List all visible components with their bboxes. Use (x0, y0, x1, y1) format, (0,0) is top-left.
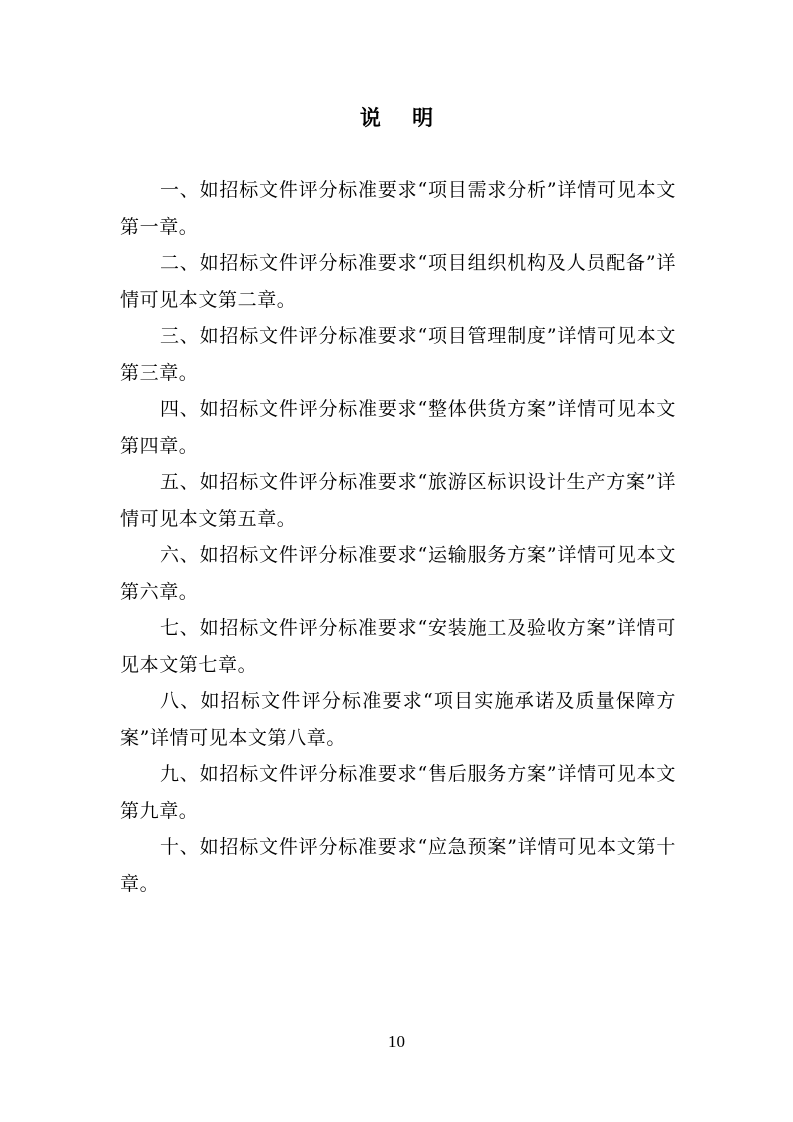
page-number: 10 (388, 1032, 405, 1051)
page-title: 说 明 (359, 105, 446, 130)
instruction-item: 九、如招标文件评分标准要求“售后服务方案”详情可见本文第九章。 (120, 763, 676, 822)
instruction-item: 七、如招标文件评分标准要求“安装施工及验收方案”详情可见本文第七章。 (120, 617, 676, 676)
instruction-item: 八、如招标文件评分标准要求“项目实施承诺及质量保障方案”详情可见本文第八章。 (120, 690, 676, 749)
instruction-item: 十、如招标文件评分标准要求“应急预案”详情可见本文第十章。 (120, 836, 676, 895)
instruction-item: 五、如招标文件评分标准要求“旅游区标识设计生产方案”详情可见本文第五章。 (120, 471, 676, 530)
instruction-item: 二、如招标文件评分标准要求“项目组织机构及人员配备”详情可见本文第二章。 (120, 252, 676, 311)
instruction-item: 一、如招标文件评分标准要求“项目需求分析”详情可见本文第一章。 (120, 179, 676, 238)
instruction-item: 三、如招标文件评分标准要求“项目管理制度”详情可见本文第三章。 (120, 325, 676, 384)
instruction-list (120, 172, 676, 902)
instruction-item: 六、如招标文件评分标准要求“运输服务方案”详情可见本文第六章。 (120, 544, 676, 603)
instruction-item: 四、如招标文件评分标准要求“整体供货方案”详情可见本文第四章。 (120, 398, 676, 457)
